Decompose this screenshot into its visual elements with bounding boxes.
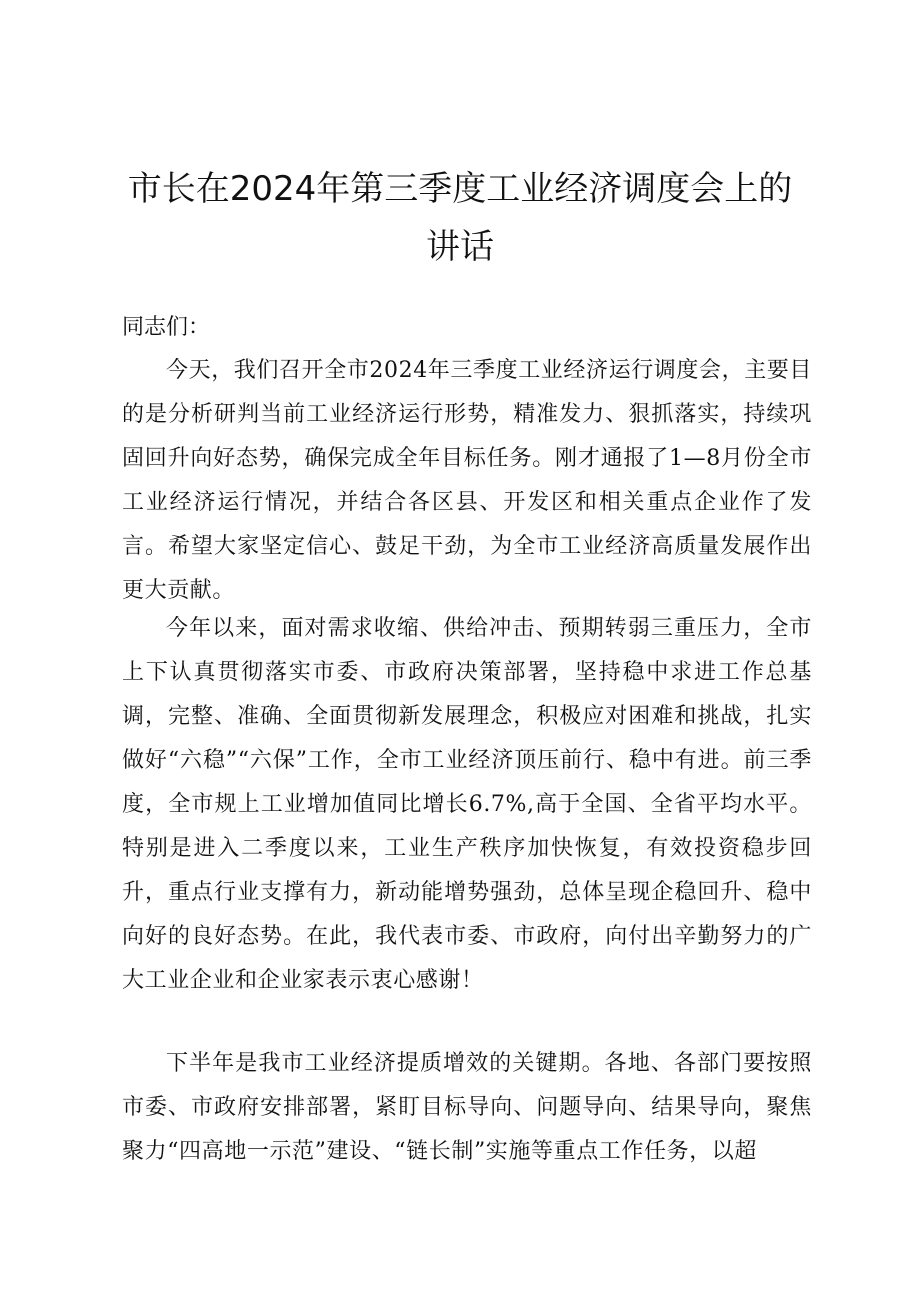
paragraph-2: 今年以来，面对需求收缩、供给冲击、预期转弱三重压力，全市上下认真贯彻落实市委、市政府决策部署，坚持稳中求进工作总基调，完整、准确、全面贯彻新发展理念，积极应对困难和挑战，扎实做好“六稳”“六保”工作，全市工业经济顶压前行、稳中有进。前三季度，全市规上工业增加值同比增长6.7%,高于全国、全省平均水平。特别是进入二季度以来，工业生产秩序加快恢复，有效投资稳步回升，重点行业支撑有力，新动能增势强劲，总体呈现企稳回升、稳中向好的良好态势。在此，我代表市委、市政府，向付出辛勤努力的广大工业企业和企业家表示衷心感谢！ (122, 616, 812, 993)
salutation: 同志们： (122, 315, 211, 340)
paragraph-1: 今天，我们召开全市2024年三季度工业经济运行调度会，主要目的是分析研判当前工业经济运行形势，精准发力、狠抓落实，持续巩固回升向好态势，确保完成全年目标任务。刚才通报了1—8月份全市工业经济运行情况，并结合各区县、开发区和相关重点企业作了发言。希望大家坚定信心、鼓足干劲，为全市工业经济高质量发展作出更大贡献。 (122, 358, 812, 603)
paragraph-3: 下半年是我市工业经济提质增效的关键期。各地、各部门要按照市委、市政府安排部署，紧盯目标导向、问题导向、结果导向，聚焦聚力“四高地一示范”建设、“链长制”实施等重点工作任务，以超 (122, 1051, 812, 1164)
title-line-1: 市长在2024年第三季度工业经济调度会上的 (127, 169, 793, 209)
title-line-2: 讲话 (426, 227, 494, 267)
document-title (120, 160, 800, 276)
